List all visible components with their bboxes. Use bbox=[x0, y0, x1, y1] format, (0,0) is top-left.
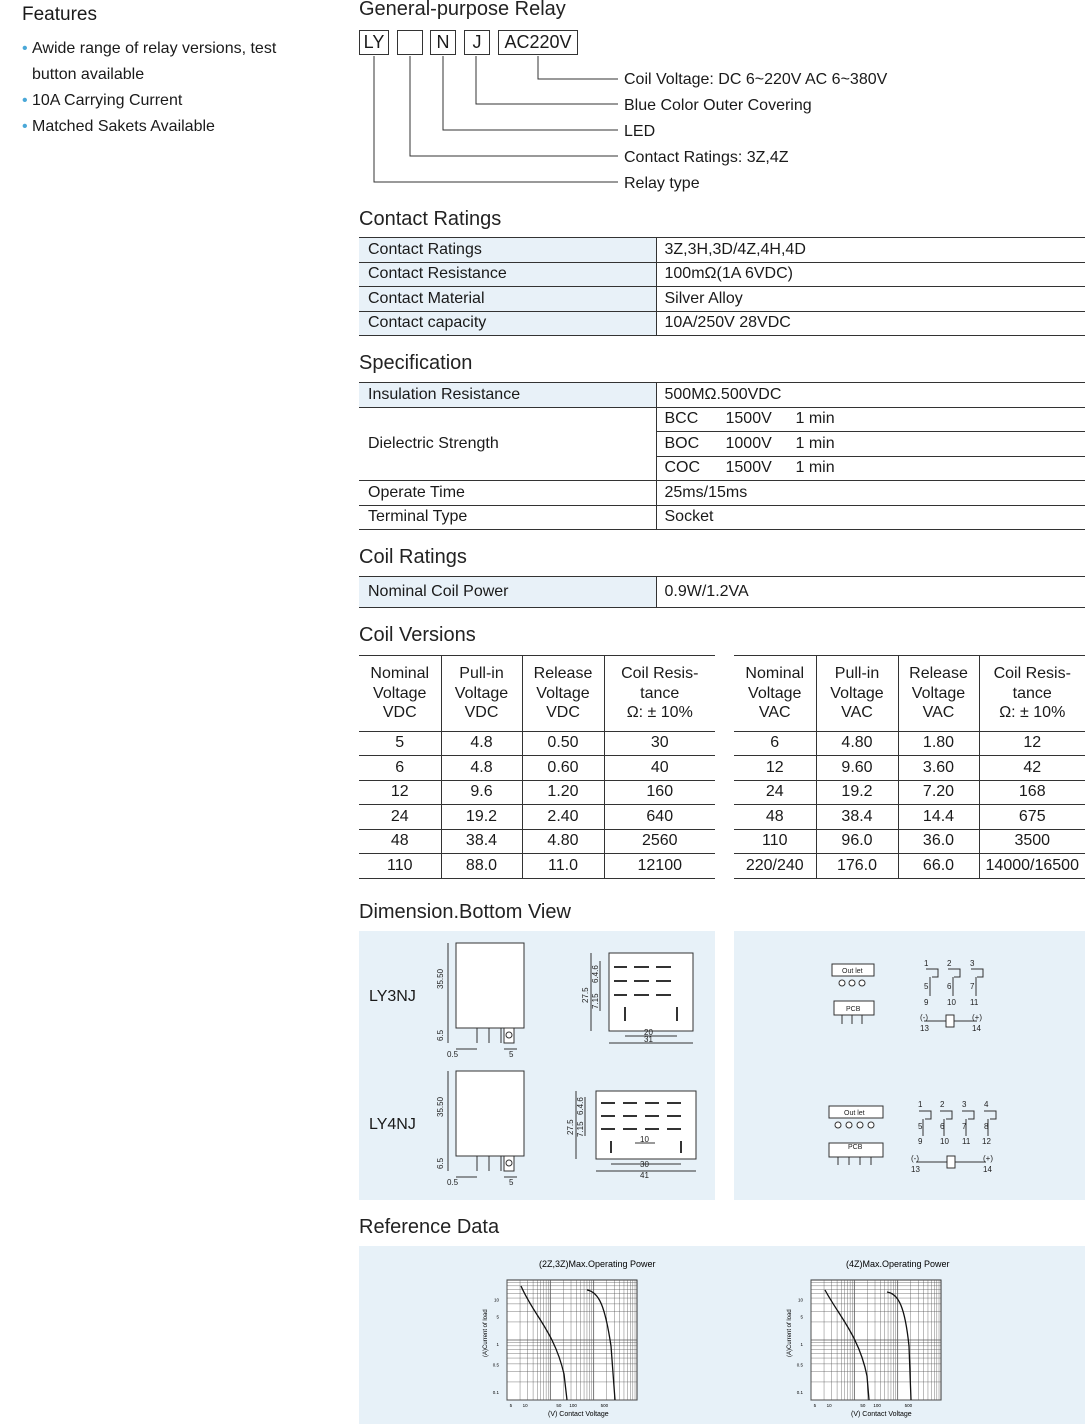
tick-label: 5 bbox=[800, 1314, 803, 1320]
table-row: Nominal Coil Power 0.9W/1.2VA bbox=[359, 577, 1085, 608]
column-header: Nominal Voltage VAC bbox=[734, 656, 816, 732]
reference-charts bbox=[359, 1246, 1085, 1424]
svg-text:12: 12 bbox=[982, 1137, 991, 1146]
table-row bbox=[359, 829, 715, 854]
axis-label: (A)Current of load bbox=[483, 1309, 489, 1357]
table-row bbox=[734, 805, 1085, 830]
column-header: Coil Resis- tance Ω: ± 10% bbox=[979, 656, 1085, 732]
table-cell: 675 bbox=[979, 805, 1085, 830]
table-cell: 66.0 bbox=[898, 854, 979, 879]
svg-text:9: 9 bbox=[918, 1137, 923, 1146]
table-cell: 38.4 bbox=[441, 829, 522, 854]
svg-text:6: 6 bbox=[940, 1122, 945, 1131]
model-leader-lines bbox=[0, 0, 1085, 200]
table-row bbox=[734, 829, 1085, 854]
table-cell: 6 bbox=[359, 756, 441, 781]
svg-text:11: 11 bbox=[970, 998, 979, 1007]
tick-label: 0.1 bbox=[492, 1390, 499, 1395]
tick-label: 10 bbox=[493, 1297, 499, 1303]
coil-table bbox=[359, 576, 1085, 608]
feature-item: • 10A Carrying Current bbox=[22, 88, 322, 114]
svg-text:2: 2 bbox=[947, 959, 952, 968]
table-cell: 220/240 bbox=[734, 854, 816, 879]
table-cell: 48 bbox=[734, 805, 816, 830]
table-cell: 48 bbox=[359, 829, 441, 854]
tick-label: 1 bbox=[800, 1342, 803, 1347]
table-cell: 12100 bbox=[604, 854, 715, 879]
table-row bbox=[359, 731, 715, 756]
table-row bbox=[734, 731, 1085, 756]
bullet-icon: • bbox=[22, 118, 28, 135]
dim-label: 6.5 bbox=[436, 1157, 445, 1169]
axis-label: (V) Contact Voltage bbox=[851, 1411, 912, 1418]
table-row: Dielectric Strength BCC 1500V 1 min bbox=[359, 407, 1085, 432]
table-cell: 19.2 bbox=[441, 805, 522, 830]
column-header: Release Voltage VAC bbox=[898, 656, 979, 732]
model-desc-contact: Contact Ratings: 3Z,4Z bbox=[624, 149, 789, 166]
table-cell: 3500 bbox=[979, 829, 1085, 854]
tick-label: 10 bbox=[797, 1297, 803, 1303]
dim-label: 7.15 bbox=[576, 1121, 585, 1137]
dim-label: 35.50 bbox=[436, 968, 445, 989]
svg-text:14: 14 bbox=[983, 1165, 992, 1174]
tick-label: 10 bbox=[522, 1403, 528, 1408]
socket-label: Out let bbox=[842, 968, 863, 975]
table-cell: 3.60 bbox=[898, 756, 979, 781]
dim-label: 5 bbox=[509, 1050, 514, 1059]
table-row bbox=[359, 780, 715, 805]
table-row: BOC 1000V 1 min bbox=[359, 432, 1085, 457]
table-cell: 0.60 bbox=[522, 756, 604, 781]
table-row: Contact Ratings 3Z,3H,3D/4Z,4H,4D bbox=[359, 238, 1085, 263]
tick-label: 100 bbox=[569, 1403, 577, 1408]
tick-label: 5 bbox=[496, 1314, 499, 1320]
table-row bbox=[734, 756, 1085, 781]
table-cell: 1.80 bbox=[898, 731, 979, 756]
table-cell: 40 bbox=[604, 756, 715, 781]
svg-text:2: 2 bbox=[940, 1100, 945, 1109]
table-row: Contact Resistance 100mΩ(1A 6VDC) bbox=[359, 262, 1085, 287]
svg-text:3: 3 bbox=[970, 959, 975, 968]
dimension-panel-left bbox=[359, 931, 715, 1200]
bullet-icon: • bbox=[22, 40, 28, 57]
tick-label: 100 bbox=[873, 1403, 881, 1408]
socket-label: PCB bbox=[848, 1144, 863, 1151]
table-cell: 14.4 bbox=[898, 805, 979, 830]
model-label-ly3nj: LY3NJ bbox=[369, 988, 416, 1005]
dimension-title: Dimension.Bottom View bbox=[359, 901, 571, 923]
svg-text:1: 1 bbox=[924, 959, 929, 968]
table-row bbox=[359, 805, 715, 830]
table-cell: 160 bbox=[604, 780, 715, 805]
table-cell: 11.0 bbox=[522, 854, 604, 879]
table-cell: 4.80 bbox=[522, 829, 604, 854]
dimension-drawings bbox=[359, 931, 715, 1200]
table-cell: 7.20 bbox=[898, 780, 979, 805]
table-cell: 36.0 bbox=[898, 829, 979, 854]
dim-label: 5 bbox=[509, 1178, 514, 1187]
column-header: Pull-in Voltage VAC bbox=[816, 656, 898, 732]
svg-text:(-): (-) bbox=[920, 1013, 928, 1022]
table-cell: 42 bbox=[979, 756, 1085, 781]
table-cell: 12 bbox=[979, 731, 1085, 756]
features-title: Features bbox=[22, 4, 97, 25]
svg-text:9: 9 bbox=[924, 998, 929, 1007]
table-cell: 14000/16500 bbox=[979, 854, 1085, 879]
svg-text:(-): (-) bbox=[911, 1154, 919, 1163]
dim-label: 41 bbox=[640, 1171, 649, 1180]
table-row: Operate Time 25ms/15ms bbox=[359, 481, 1085, 506]
dim-label: 30 bbox=[640, 1160, 649, 1169]
table-cell: 38.4 bbox=[816, 805, 898, 830]
table-row: Terminal Type Socket bbox=[359, 505, 1085, 530]
table-cell: 0.50 bbox=[522, 731, 604, 756]
tick-label: 5 bbox=[509, 1403, 513, 1408]
axis-label: (A)Current of load bbox=[787, 1309, 793, 1357]
model-title: General-purpose Relay bbox=[359, 0, 566, 20]
svg-text:7: 7 bbox=[970, 982, 975, 991]
bullet-icon: • bbox=[22, 92, 28, 109]
table-header-row bbox=[359, 656, 715, 732]
table-header-row bbox=[734, 656, 1085, 732]
column-header: Nominal Voltage VDC bbox=[359, 656, 441, 732]
table-cell: 110 bbox=[734, 829, 816, 854]
dim-label: 0.5 bbox=[447, 1050, 459, 1059]
dim-label: 27.5 bbox=[581, 987, 590, 1003]
tick-label: 500 bbox=[600, 1403, 609, 1408]
tick-label: 50 bbox=[860, 1403, 866, 1408]
reference-title: Reference Data bbox=[359, 1216, 500, 1238]
table-cell: 4.80 bbox=[816, 731, 898, 756]
table-cell: 4.8 bbox=[441, 731, 522, 756]
dim-label: 31 bbox=[644, 1035, 653, 1044]
spec-table bbox=[359, 382, 1085, 530]
table-cell: 30 bbox=[604, 731, 715, 756]
dim-label: 6.5 bbox=[436, 1029, 445, 1041]
model-label-ly4nj: LY4NJ bbox=[369, 1116, 416, 1133]
model-desc-cover: Blue Color Outer Covering bbox=[624, 97, 812, 114]
svg-text:10: 10 bbox=[940, 1137, 949, 1146]
table-cell: 24 bbox=[734, 780, 816, 805]
tick-label: 50 bbox=[556, 1403, 562, 1408]
socket-label: Out let bbox=[844, 1110, 865, 1117]
table-cell: 110 bbox=[359, 854, 441, 879]
dim-label: 35.50 bbox=[436, 1096, 445, 1117]
table-cell: 4.8 bbox=[441, 756, 522, 781]
svg-text:5: 5 bbox=[918, 1122, 923, 1131]
table-row bbox=[734, 854, 1085, 879]
axis-label: (V) Contact Voltage bbox=[548, 1411, 609, 1418]
spec-title: Specification bbox=[359, 352, 473, 374]
coil-title: Coil Ratings bbox=[359, 546, 467, 568]
tick-label: 10 bbox=[826, 1403, 832, 1408]
table-row: Insulation Resistance 500MΩ.500VDC bbox=[359, 383, 1085, 408]
table-cell: 9.60 bbox=[816, 756, 898, 781]
column-header: Coil Resis- tance Ω: ± 10% bbox=[604, 656, 715, 732]
socket-wiring-diagrams bbox=[734, 931, 1085, 1200]
table-row: Contact capacity 10A/250V 28VDC bbox=[359, 311, 1085, 336]
svg-text:14: 14 bbox=[972, 1024, 981, 1033]
svg-text:13: 13 bbox=[920, 1024, 929, 1033]
tick-label: 500 bbox=[904, 1403, 913, 1408]
contact-table bbox=[359, 237, 1085, 336]
svg-text:5: 5 bbox=[924, 982, 929, 991]
tick-label: 0.5 bbox=[492, 1362, 499, 1368]
table-cell: 176.0 bbox=[816, 854, 898, 879]
table-cell: 96.0 bbox=[816, 829, 898, 854]
table-cell: 2.40 bbox=[522, 805, 604, 830]
chart-title: (4Z)Max.Operating Power bbox=[846, 1259, 950, 1269]
table-cell: 12 bbox=[359, 780, 441, 805]
svg-text:6: 6 bbox=[947, 982, 952, 991]
tick-label: 0.1 bbox=[796, 1390, 803, 1395]
table-cell: 1.20 bbox=[522, 780, 604, 805]
svg-text:11: 11 bbox=[962, 1137, 971, 1146]
socket-label: PCB bbox=[846, 1006, 861, 1013]
feature-item: • Matched Sakets Available bbox=[22, 114, 322, 140]
dim-label: 27.5 bbox=[566, 1119, 575, 1135]
table-row bbox=[359, 756, 715, 781]
dim-label: 10 bbox=[640, 1135, 649, 1144]
table-cell: 24 bbox=[359, 805, 441, 830]
tick-label: 5 bbox=[813, 1403, 817, 1408]
dim-label: 6.4.6 bbox=[576, 1097, 585, 1115]
contact-title: Contact Ratings bbox=[359, 208, 502, 230]
table-cell: 88.0 bbox=[441, 854, 522, 879]
versions-title: Coil Versions bbox=[359, 624, 476, 646]
model-box-led: N bbox=[430, 30, 456, 55]
table-row: COC 1500V 1 min bbox=[359, 456, 1085, 481]
table-cell: 12 bbox=[734, 756, 816, 781]
table-row bbox=[359, 854, 715, 879]
model-desc-led: LED bbox=[624, 123, 656, 140]
svg-text:13: 13 bbox=[911, 1165, 920, 1174]
column-header: Release Voltage VDC bbox=[522, 656, 604, 732]
table-row: Contact Material Silver Alloy bbox=[359, 287, 1085, 312]
model-box-type: LY bbox=[359, 30, 389, 55]
svg-text:10: 10 bbox=[947, 998, 956, 1007]
dim-label: 0.5 bbox=[447, 1178, 459, 1187]
model-desc-type: Relay type bbox=[624, 175, 700, 192]
svg-text:(+): (+) bbox=[983, 1154, 993, 1163]
table-cell: 168 bbox=[979, 780, 1085, 805]
model-box-cover: J bbox=[464, 30, 490, 55]
dim-label: 20 bbox=[644, 1028, 653, 1037]
tick-label: 1 bbox=[496, 1342, 499, 1347]
chart-title: (2Z,3Z)Max.Operating Power bbox=[539, 1259, 656, 1269]
svg-text:3: 3 bbox=[962, 1100, 967, 1109]
dim-label: 7.15 bbox=[591, 993, 600, 1009]
column-header: Pull-in Voltage VDC bbox=[441, 656, 522, 732]
feature-item: • Awide range of relay versions, test button available bbox=[22, 36, 322, 88]
model-box-voltage: AC220V bbox=[498, 30, 578, 55]
reference-panel bbox=[359, 1246, 1085, 1424]
table-cell: 640 bbox=[604, 805, 715, 830]
dc-versions-table bbox=[359, 655, 715, 879]
table-cell: 19.2 bbox=[816, 780, 898, 805]
svg-text:4: 4 bbox=[984, 1100, 989, 1109]
table-cell: 5 bbox=[359, 731, 441, 756]
svg-text:(+): (+) bbox=[972, 1013, 982, 1022]
dimension-panel-right bbox=[734, 931, 1085, 1200]
svg-text:7: 7 bbox=[962, 1122, 967, 1131]
tick-label: 0.5 bbox=[796, 1362, 803, 1368]
table-cell: 6 bbox=[734, 731, 816, 756]
svg-text:1: 1 bbox=[918, 1100, 923, 1109]
table-cell: 2560 bbox=[604, 829, 715, 854]
table-cell: 9.6 bbox=[441, 780, 522, 805]
table-row bbox=[734, 780, 1085, 805]
svg-text:8: 8 bbox=[984, 1122, 989, 1131]
model-desc-voltage: Coil Voltage: DC 6~220V AC 6~380V bbox=[624, 71, 888, 88]
dim-label: 6.4.6 bbox=[591, 965, 600, 983]
ac-versions-table bbox=[734, 655, 1085, 879]
